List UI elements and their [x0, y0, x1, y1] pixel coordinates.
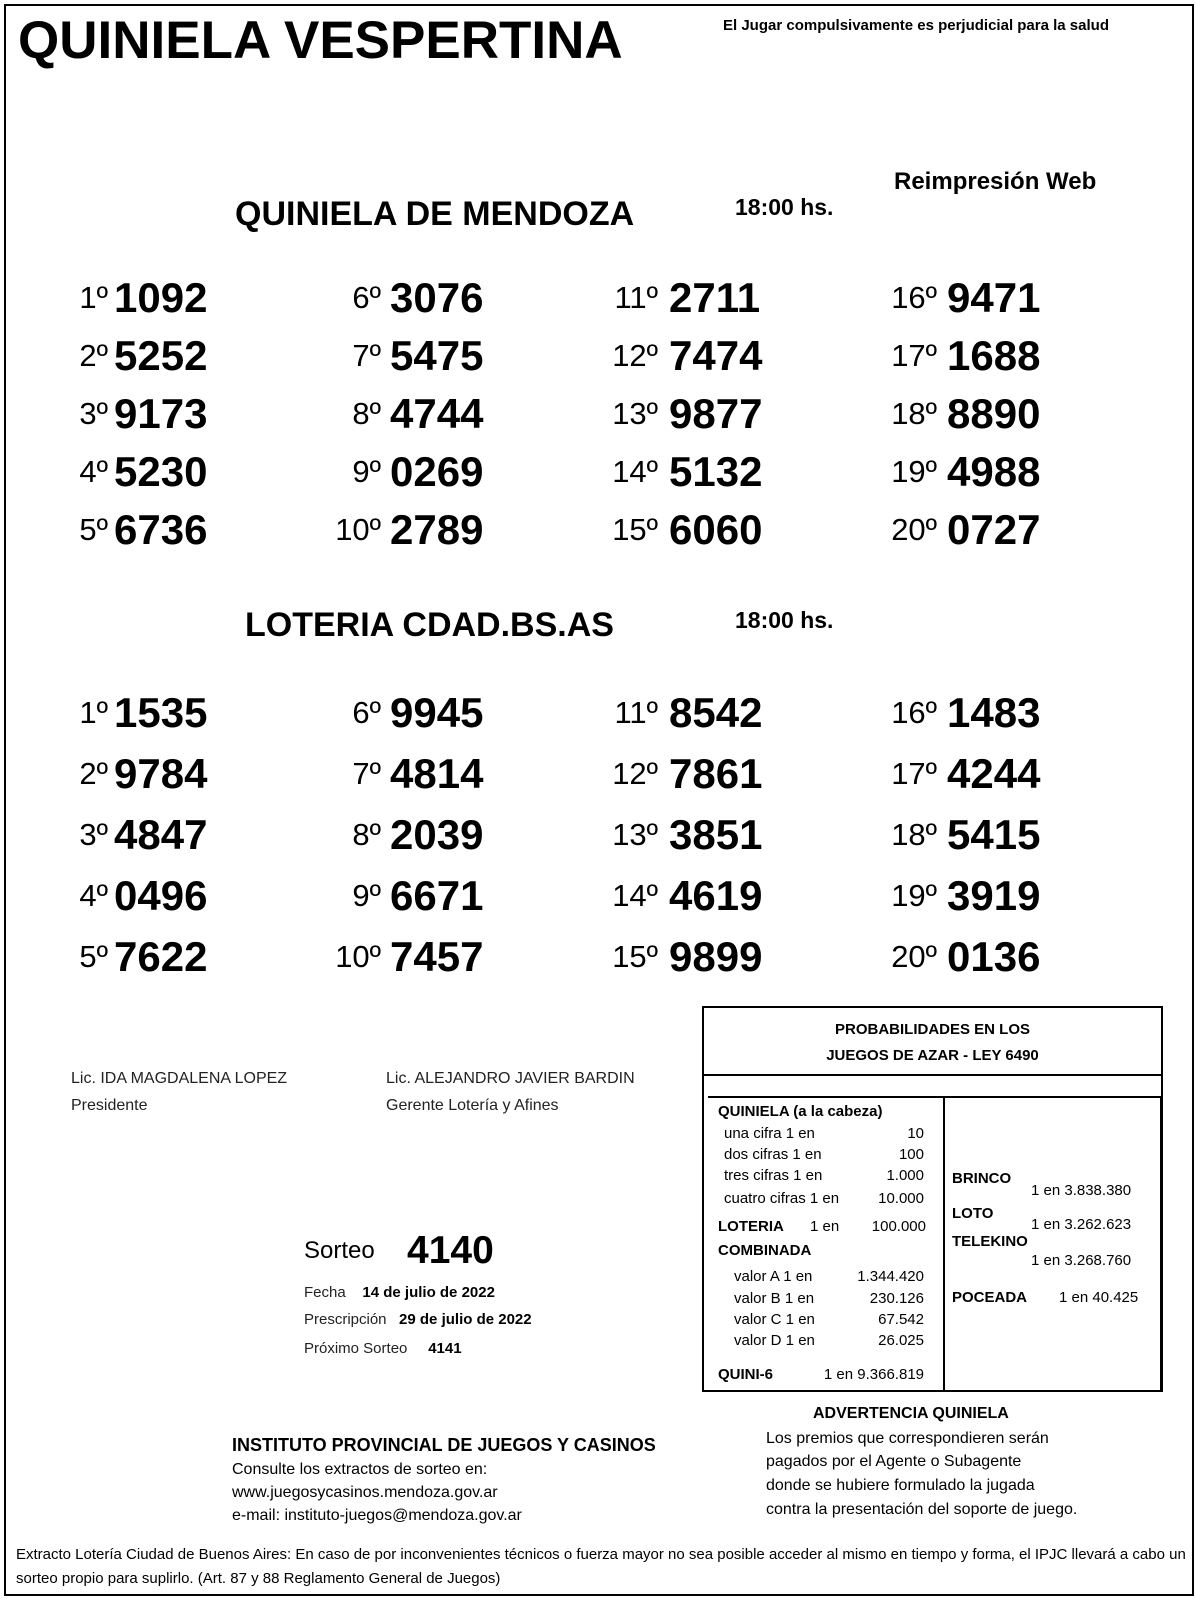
result-position: 1º	[79, 280, 108, 315]
fecha-row	[304, 1284, 495, 1301]
result-number: 2039	[390, 811, 484, 858]
result-position: 19º	[891, 878, 937, 913]
result-entry	[0, 448, 1200, 503]
signature-role: Gerente Lotería y Afines	[386, 1097, 559, 1114]
result-number: 3076	[390, 274, 484, 321]
result-number: 1535	[114, 689, 208, 736]
result-number: 9899	[669, 933, 763, 980]
proximo-row	[304, 1340, 462, 1357]
gambling-warning: El Jugar compulsivamente es perjudicial para la salud	[723, 17, 1109, 34]
result-number: 3919	[947, 872, 1041, 919]
result-number: 6736	[114, 506, 208, 553]
signature-manager	[386, 1065, 635, 1119]
probabilities-divider	[943, 1098, 945, 1390]
result-position: 20º	[891, 939, 937, 974]
prescripcion-row	[304, 1311, 532, 1328]
telekino-prob-label: TELEKINO	[952, 1233, 1028, 1250]
result-number: 6671	[390, 872, 484, 919]
signature-role: Presidente	[71, 1097, 148, 1114]
result-number: 1688	[947, 332, 1041, 379]
brinco-prob-label: BRINCO	[952, 1170, 1012, 1187]
proximo-value: 4141	[428, 1340, 462, 1357]
result-position: 19º	[891, 454, 937, 489]
result-number: 9471	[947, 274, 1041, 321]
result-number: 9877	[669, 390, 763, 437]
result-position: 10º	[335, 939, 381, 974]
result-position: 17º	[891, 756, 937, 791]
result-number: 4244	[947, 750, 1041, 797]
result-position: 16º	[891, 280, 937, 315]
result-number: 7457	[390, 933, 484, 980]
probabilities-table	[708, 1096, 1162, 1392]
result-number: 9784	[114, 750, 208, 797]
combinada-prob-label: valor D 1 en	[734, 1332, 815, 1349]
result-position: 12º	[612, 338, 658, 373]
result-number: 8890	[947, 390, 1041, 437]
sorteo-label: Sorteo	[304, 1237, 375, 1264]
result-number: 7861	[669, 750, 763, 797]
result-position: 8º	[352, 817, 381, 852]
result-number: 7474	[669, 332, 763, 379]
result-position: 2º	[79, 338, 108, 373]
telekino-prob-value: 1 en 3.268.760	[1031, 1252, 1132, 1269]
quini6-prob-label: QUINI-6	[718, 1366, 774, 1383]
result-position: 17º	[891, 338, 937, 373]
section-title-loteria: LOTERIA CDAD.BS.AS	[245, 606, 614, 644]
result-number: 5475	[390, 332, 484, 379]
poceada-prob-label: POCEADA	[952, 1289, 1028, 1306]
result-position: 13º	[612, 396, 658, 431]
brinco-prob-value: 1 en 3.838.380	[1031, 1182, 1132, 1199]
probabilities-box	[702, 1006, 1163, 1392]
result-number: 2711	[669, 274, 761, 321]
signature-name: Lic. IDA MAGDALENA LOPEZ	[71, 1070, 288, 1087]
result-position: 14º	[612, 454, 658, 489]
result-number: 1092	[114, 274, 208, 321]
result-number: 5415	[947, 811, 1041, 858]
result-number: 0136	[947, 933, 1041, 980]
result-number: 5132	[669, 448, 763, 495]
result-number: 1483	[947, 689, 1041, 736]
result-position: 11º	[614, 695, 658, 730]
result-position: 6º	[352, 695, 381, 730]
result-number: 4988	[947, 448, 1041, 495]
combinada-prob-value: 230.126	[869, 1290, 924, 1307]
result-position: 5º	[79, 939, 108, 974]
combinada-prob-title: COMBINADA	[718, 1242, 812, 1259]
result-number: 3851	[669, 811, 763, 858]
result-position: 16º	[891, 695, 937, 730]
combinada-prob-label: valor B 1 en	[734, 1290, 815, 1307]
section-hour-loteria: 18:00 hs.	[735, 607, 834, 633]
result-position: 9º	[352, 878, 381, 913]
probabilities-heading	[704, 1008, 1161, 1076]
probabilities-heading-line1: PROBABILIDADES EN LOS	[834, 1021, 1030, 1038]
result-position: 3º	[79, 817, 108, 852]
loteria-prob-label: LOTERIA	[718, 1218, 784, 1235]
fecha-label: Fecha	[304, 1284, 346, 1301]
loteria-prob-odds: 1 en	[810, 1218, 840, 1235]
result-number: 5230	[114, 448, 208, 495]
page-title: QUINIELA VESPERTINA	[18, 11, 623, 70]
advertencia-line: pagados por el Agente o Subagente	[766, 1453, 1022, 1470]
result-number: 4619	[669, 872, 763, 919]
result-entry	[0, 390, 1200, 445]
result-position: 3º	[79, 396, 108, 431]
quiniela-prob-value: 10	[907, 1125, 924, 1142]
reprint-label: Reimpresión Web	[894, 168, 1097, 195]
result-position: 12º	[612, 756, 658, 791]
institute-line: Consulte los extractos de sorteo en:	[232, 1461, 488, 1478]
result-number: 9173	[114, 390, 208, 437]
fecha-value: 14 de julio de 2022	[362, 1284, 495, 1301]
result-number: 8542	[669, 689, 763, 736]
result-number: 9945	[390, 689, 484, 736]
combinada-prob-label: valor C 1 en	[734, 1311, 815, 1328]
result-entry	[0, 506, 1200, 561]
result-entry	[0, 274, 1200, 329]
result-position: 14º	[612, 878, 658, 913]
section-hour-mendoza: 18:00 hs.	[735, 194, 834, 220]
result-position: 5º	[79, 512, 108, 547]
result-position: 1º	[79, 695, 108, 730]
result-number: 0269	[390, 448, 484, 495]
result-number: 4814	[390, 750, 484, 797]
institute-email: e-mail: instituto-juegos@mendoza.gov.ar	[232, 1507, 522, 1524]
result-entry	[0, 689, 1200, 744]
advertencia-line: contra la presentación del soporte de juego.	[766, 1501, 1078, 1518]
result-entry	[0, 332, 1200, 387]
result-position: 15º	[612, 939, 658, 974]
combinada-prob-value: 1.344.420	[857, 1268, 924, 1285]
result-number: 2789	[390, 506, 484, 553]
signature-president	[71, 1065, 287, 1119]
quiniela-prob-label: cuatro cifras 1 en	[724, 1190, 840, 1207]
quiniela-prob-label: dos cifras 1 en	[724, 1146, 822, 1163]
institute-website: www.juegosycasinos.mendoza.gov.ar	[232, 1484, 498, 1501]
result-position: 15º	[612, 512, 658, 547]
result-position: 11º	[614, 280, 658, 315]
combinada-prob-value: 67.542	[878, 1311, 924, 1328]
section-title-mendoza: QUINIELA DE MENDOZA	[235, 195, 635, 233]
result-position: 4º	[79, 454, 108, 489]
quini6-prob-value: 1 en 9.366.819	[823, 1366, 924, 1383]
result-position: 4º	[79, 878, 108, 913]
proximo-label: Próximo Sorteo	[304, 1340, 408, 1357]
quiniela-prob-value: 10.000	[878, 1190, 924, 1207]
prescripcion-label: Prescripción	[304, 1311, 387, 1328]
combinada-prob-value: 26.025	[878, 1332, 924, 1349]
result-position: 7º	[352, 338, 381, 373]
result-position: 2º	[79, 756, 108, 791]
result-entry	[0, 811, 1200, 866]
poceada-prob-value: 1 en 40.425	[1059, 1289, 1139, 1306]
signature-name: Lic. ALEJANDRO JAVIER BARDIN	[386, 1070, 635, 1087]
sorteo-number: 4140	[407, 1229, 494, 1272]
result-position: 13º	[612, 817, 658, 852]
result-number: 0727	[947, 506, 1041, 553]
result-entry	[0, 933, 1200, 988]
advertencia-line: donde se hubiere formulado la jugada	[766, 1477, 1035, 1494]
quiniela-prob-value: 1.000	[886, 1167, 924, 1184]
result-position: 7º	[352, 756, 381, 791]
result-number: 6060	[669, 506, 763, 553]
result-number: 0496	[114, 872, 208, 919]
advertencia-line: Los premios que correspondieren serán	[766, 1430, 1049, 1447]
quiniela-prob-value: 100	[898, 1146, 924, 1163]
footnote: Extracto Lotería Ciudad de Buenos Aires: En caso de por inconvenientes técnicos o fuerza mayor no sea posible acceder al mismo en tiempo y forma, el IPJC llevará a cabo un sorteo propio para suplirlo. (Art. 87 y 88 Reglamento General de Juegos)	[16, 1546, 1186, 1587]
institute-title: INSTITUTO PROVINCIAL DE JUEGOS Y CASINOS	[232, 1435, 656, 1455]
results-grid-loteria	[0, 689, 1200, 1002]
result-position: 18º	[891, 396, 937, 431]
result-position: 8º	[352, 396, 381, 431]
quiniela-prob-title: QUINIELA (a la cabeza)	[718, 1103, 883, 1120]
combinada-prob-label: valor A 1 en	[734, 1268, 813, 1285]
result-entry	[0, 872, 1200, 927]
result-position: 20º	[891, 512, 937, 547]
loteria-prob-value: 100.000	[871, 1218, 926, 1235]
quiniela-prob-label: una cifra 1 en	[724, 1125, 815, 1142]
result-number: 5252	[114, 332, 208, 379]
result-entry	[0, 750, 1200, 805]
result-number: 4744	[390, 390, 484, 437]
probabilities-heading-line2: JUEGOS DE AZAR - LEY 6490	[826, 1047, 1039, 1064]
results-grid-mendoza	[0, 274, 1200, 577]
result-number: 4847	[114, 811, 208, 858]
prescripcion-value: 29 de julio de 2022	[399, 1311, 532, 1328]
result-position: 10º	[335, 512, 381, 547]
loto-prob-label: LOTO	[952, 1205, 994, 1222]
quiniela-prob-label: tres cifras 1 en	[724, 1167, 823, 1184]
result-position: 18º	[891, 817, 937, 852]
advertencia-title: ADVERTENCIA QUINIELA	[813, 1405, 1009, 1422]
result-position: 6º	[352, 280, 381, 315]
result-number: 7622	[114, 933, 208, 980]
loto-prob-value: 1 en 3.262.623	[1031, 1216, 1132, 1233]
result-position: 9º	[352, 454, 381, 489]
